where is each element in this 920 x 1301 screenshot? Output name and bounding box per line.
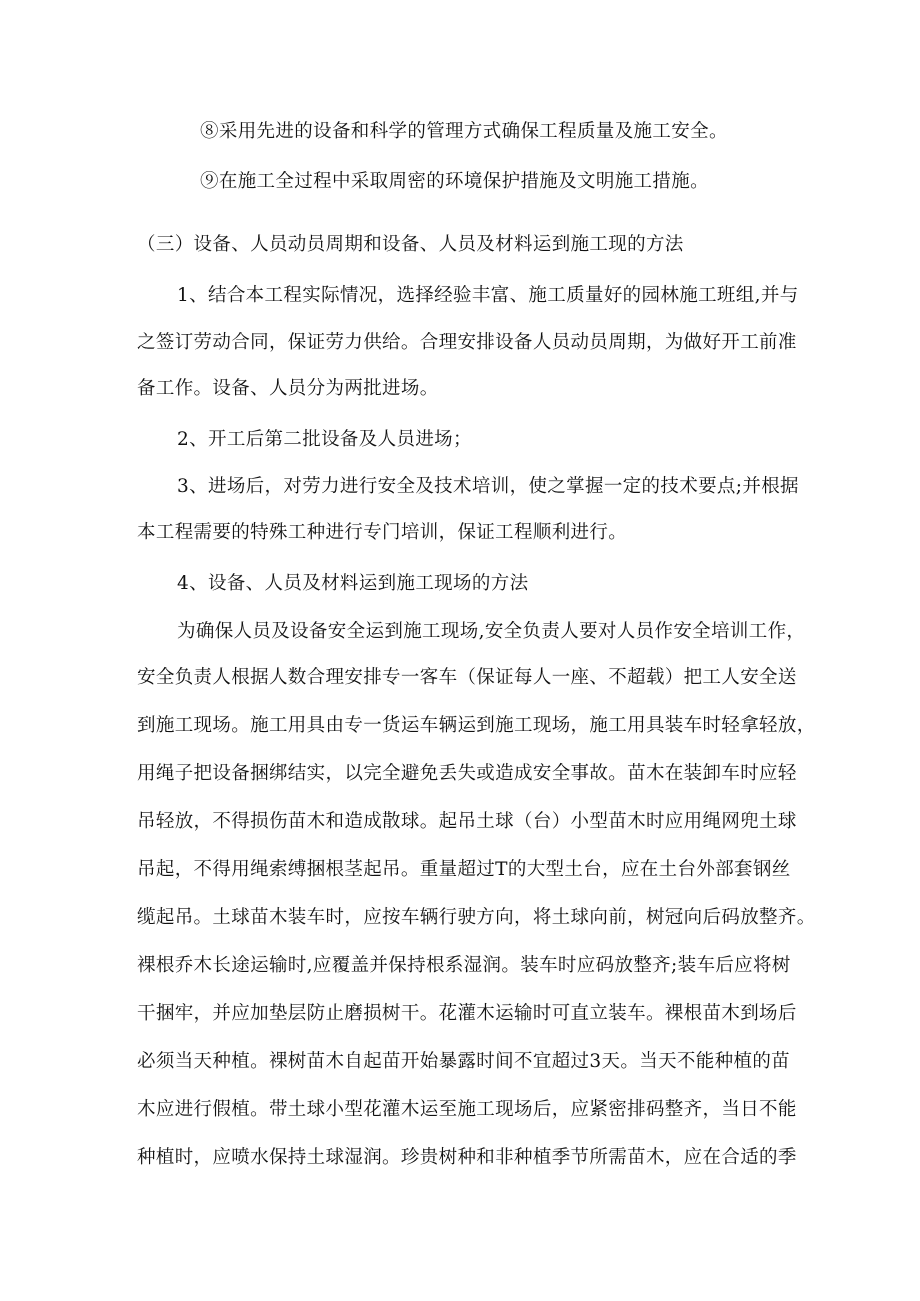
paragraph-3-line-1: 3、进场后，对劳力进行安全及技术培训，使之掌握一定的技术要点;并根据: [177, 476, 799, 497]
paragraph-1-line-2: 之签订劳动合同，保证劳力供给。合理安排设备人员动员周期，为做好开工前准: [137, 332, 797, 353]
paragraph-5-line-3: 到施工现场。施工用具由专一货运车辆运到施工现场，施工用具装车时轻拿轻放，: [137, 715, 816, 736]
paragraph-5-line-12: 种植时，应喷水保持土球湿润。珍贵树种和非种植季节所需苗木，应在合适的季: [137, 1147, 797, 1168]
paragraph-1-line-1: 1、结合本工程实际情况，选择经验丰富、施工质量好的园林施工班组,并与: [177, 285, 799, 306]
paragraph-1-line-3: 备工作。设备、人员分为两批进场。: [137, 378, 439, 399]
paragraph-5-line-7: 缆起吊。土球苗木装车时，应按车辆行驶方向，将土球向前，树冠向后码放整齐。: [137, 907, 816, 928]
paragraph-5-line-9: 干捆牢，并应加垫层防止磨损树干。花灌木运输时可直立装车。裸根苗木到场后: [137, 1003, 797, 1024]
paragraph-4-heading: 4、设备、人员及材料运到施工现场的方法: [177, 573, 529, 594]
paragraph-5-line-11: 木应进行假植。带土球小型花灌木运至施工现场后，应紧密排码整齐，当日不能: [137, 1099, 797, 1120]
paragraph-5-line-1: 为确保人员及设备安全运到施工现场,安全负责人要对人员作安全培训工作，: [177, 621, 806, 642]
paragraph-5-line-5: 吊轻放，不得损伤苗木和造成散球。起吊土球（台）小型苗木时应用绳网兜土球: [137, 811, 797, 832]
paragraph-3-line-2: 本工程需要的特殊工种进行专门培训，保证工程顺利进行。: [137, 522, 628, 543]
list-item-9: ⑨在施工全过程中采取周密的环境保护措施及文明施工措施。: [200, 171, 709, 192]
paragraph-5-line-10: 必须当天种植。裸树苗木自起苗开始暴露时间不宜超过3天。当天不能种植的苗: [137, 1051, 791, 1072]
paragraph-5-line-4: 用绳子把设备捆绑结实，以完全避免丢失或造成安全事故。苗木在装卸车时应轻: [137, 763, 797, 784]
paragraph-5-line-8: 裸根乔木长途运输时,应覆盖并保持根系湿润。装车时应码放整齐;装车后应将树: [137, 955, 791, 976]
paragraph-5-line-2: 安全负责人根据人数合理安排专一客车（保证每人一座、不超载）把工人安全送: [137, 667, 797, 688]
list-item-8: ⑧采用先进的设备和科学的管理方式确保工程质量及施工安全。: [200, 121, 728, 142]
section-heading: （三）设备、人员动员周期和设备、人员及材料运到施工现的方法: [137, 234, 684, 255]
paragraph-2: 2、开工后第二批设备及人员进场；: [177, 429, 472, 450]
paragraph-5-line-6: 吊起，不得用绳索缚捆根茎起吊。重量超过T的大型土台，应在土台外部套钢丝: [137, 859, 791, 880]
